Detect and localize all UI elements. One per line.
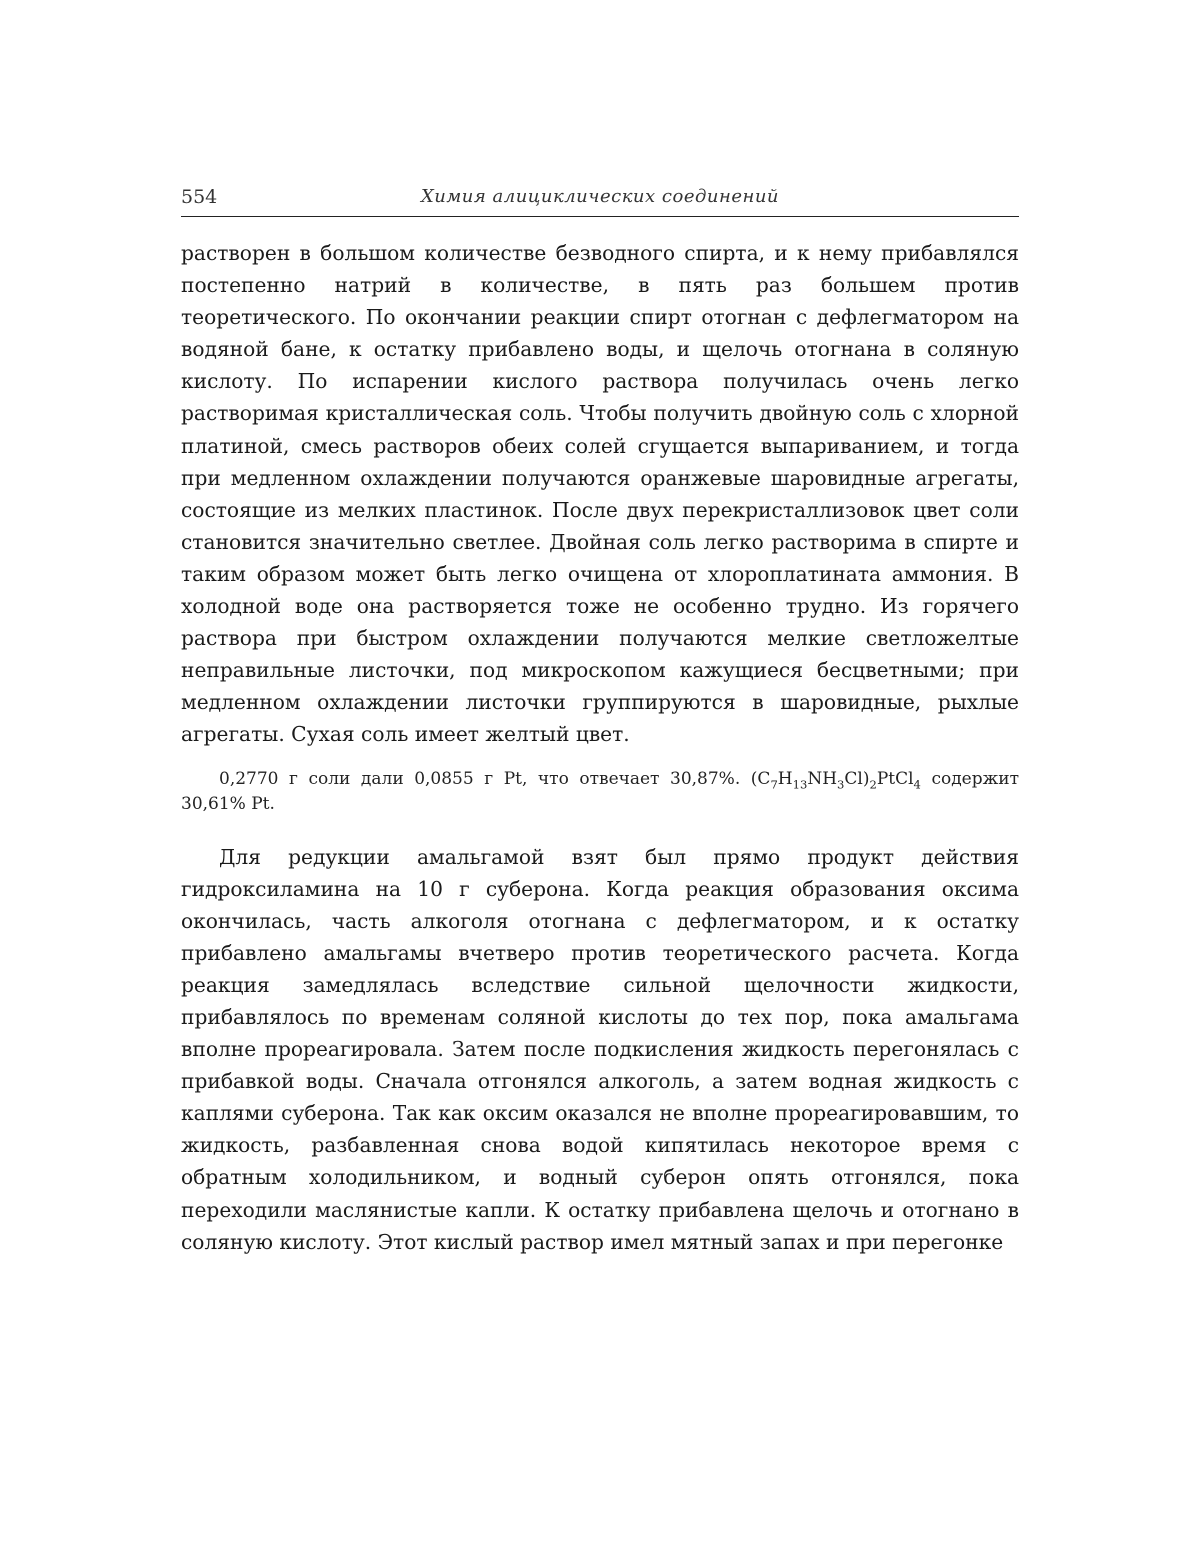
analysis-text-2: H [778, 769, 793, 789]
analysis-sub-3: 3 [837, 777, 844, 791]
book-page [181, 180, 1019, 1258]
analysis-sub-4: 2 [869, 777, 876, 791]
analysis-text-3: NH [807, 769, 837, 789]
page-header [181, 180, 1019, 217]
analysis-note [181, 767, 1019, 817]
analysis-sub-2: 13 [793, 777, 808, 791]
analysis-text-4: Cl) [844, 769, 869, 789]
running-title: Химия алициклических соединений [181, 186, 1019, 207]
analysis-sub-1: 7 [770, 777, 777, 791]
analysis-text-after: содержит 30,61% Pt. [181, 769, 1019, 814]
analysis-text-before: 0,2770 г соли дали 0,0855 г Pt, что отвечает 30,87%. (C [219, 769, 770, 789]
analysis-sub-5: 4 [914, 777, 921, 791]
paragraph-2: Для редукции амальгамой взят был прямо продукт действия гидроксиламина на 10 г суберона. Когда реакция образования оксима окончилась, часть алкоголя отогнана с дефлегматором, и к остатку прибавлено амальгамы вчетверо против теоретического расчета. Когда реакция замедлялась вследствие сильной щелочности жидкости, прибавлялось по временам соляной кислоты до тех пор, пока амальгама вполне прореагировала. Затем после подкисления жидкость перегонялась с прибавкой воды. Сначала отгонялся алкоголь, а затем водная жидкость с каплями суберона. Так как оксим оказался не вполне прореагировавшим, то жидкость, разбавленная снова водой кипятилась некоторое время с обратным холодильником, и водный суберон опять отгонялся, пока переходили маслянистые капли. К остатку прибавлена щелочь и отогнано в соляную кислоту. Этот кислый раствор имел мятный запах и при перегонке [181, 841, 1019, 1258]
analysis-text-5: PtCl [877, 769, 914, 789]
page-number: 554 [181, 186, 217, 208]
paragraph-1: растворен в большом количестве безводного спирта, и к нему прибавлялся постепенно натрий в количестве, в пять раз большем против теоретического. По окончании реакции спирт отогнан с дефлегматором на водяной бане, к остатку прибавлено воды, и щелочь отогнана в соляную кислоту. По испарении кислого раствора получилась очень легко растворимая кристаллическая соль. Чтобы получить двойную соль с хлорной платиной, смесь растворов обеих солей сгущается выпариванием, и тогда при медленном охлаждении получаются оранжевые шаровидные агрегаты, состоящие из мелких пластинок. После двух перекристаллизовок цвет соли становится значительно светлее. Двойная соль легко растворима в спирте и таким образом может быть легко очищена от хлороплатината аммония. В холодной воде она растворяется тоже не особенно трудно. Из горячего раствора при быстром охлаждении получаются мелкие светложелтые неправильные листочки, под микроскопом кажущиеся бесцветными; при медленном охлаждении листочки группируются в шаровидные, рыхлые агрегаты. Сухая соль имеет желтый цвет. [181, 237, 1019, 751]
